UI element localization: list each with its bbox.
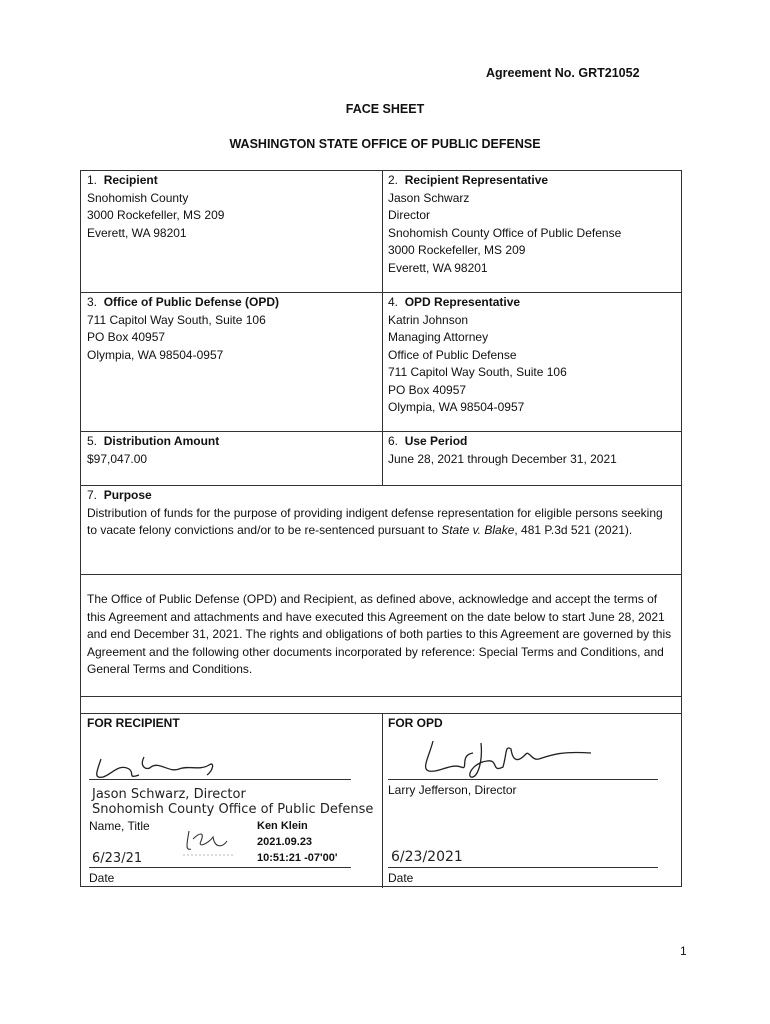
office-title: WASHINGTON STATE OFFICE OF PUBLIC DEFENSE <box>229 137 541 151</box>
recipient-signer-name: Jason Schwarz, Director <box>92 787 246 802</box>
opd-date-label: Date <box>388 871 414 885</box>
case-name: State v. Blake <box>441 523 515 537</box>
recipient-representative-heading: Recipient Representative <box>404 173 549 187</box>
name-title-label: Name, Title <box>89 819 150 833</box>
recipient-handwritten-signature <box>89 749 229 783</box>
digital-signature-mark <box>179 823 239 859</box>
opd-signer-name: Larry Jefferson, Director <box>388 783 517 797</box>
digital-date: 2021.09.23 <box>257 836 313 848</box>
recipient-signature-block <box>87 715 377 733</box>
face-sheet-title: FACE SHEET <box>345 102 425 116</box>
purpose-text: Distribution of funds for the purpose of providing indigent defense representation for eligible persons seeking to vacate felony convictions and/or to be re-sentenced pursuant to State v. Blake, 481 P.3d 521 (2021). <box>87 505 663 537</box>
agreement-number: Agreement No. GRT21052 <box>486 66 640 80</box>
distribution-heading: Distribution Amount <box>103 434 220 448</box>
opd-representative-cell: 4. OPD Representative Katrin Johnson Managing Attorney Office of Public Defense 711 Capitol Way South, Suite 106 PO Box 40957 Olympia, WA 98504-0957 <box>388 295 567 414</box>
digital-time: 10:51:21 -07'00' <box>257 852 338 864</box>
distribution-amount: $97,047.00 <box>87 451 148 466</box>
use-period-cell: 6. Use Period June 28, 2021 through December 31, 2021 <box>388 433 678 468</box>
face-sheet-table <box>80 170 682 887</box>
purpose-heading: Purpose <box>103 488 152 502</box>
opd-heading: Office of Public Defense (OPD) <box>103 295 280 309</box>
opd-signature-block <box>388 715 678 733</box>
recipient-date-label: Date <box>89 871 115 885</box>
for-recipient-heading: FOR RECIPIENT <box>87 716 180 730</box>
distribution-amount-cell: 5. Distribution Amount $97,047.00 <box>87 433 377 468</box>
page-number: 1 <box>680 944 687 958</box>
recipient-date-value: 6/23/21 <box>92 851 143 866</box>
recipient-heading: Recipient <box>103 173 158 187</box>
recipient-representative-cell: 2. Recipient Representative Jason Schwarz Director Snohomish County Office of Public Defense 3000 Rockefeller, MS 209 Everett, WA 98201 <box>388 173 622 275</box>
use-period-value: June 28, 2021 through December 31, 2021 <box>388 451 617 466</box>
acknowledgement-text: The Office of Public Defense (OPD) and Recipient, as defined above, acknowledge and accept the terms of this Agreement and attachments and have executed this Agreement on the date below to start June 28, 2021 and end December 31, 2021. The rights and obligations of both parties to this Agreement are governed by this Agreement and the following other documents incorporated by reference: Special Terms and Conditions, and General Terms and Conditions. <box>87 592 672 676</box>
recipient-cell: 1. Recipient Snohomish County 3000 Rockefeller, MS 209 Everett, WA 98201 <box>87 173 225 240</box>
opd-handwritten-signature <box>411 733 601 783</box>
opd-date-value: 6/23/2021 <box>391 849 463 865</box>
digital-signature-details <box>257 818 337 866</box>
opd-representative-heading: OPD Representative <box>404 295 521 309</box>
for-opd-heading: FOR OPD <box>388 716 443 730</box>
use-period-heading: Use Period <box>404 434 468 448</box>
opd-cell: 3. Office of Public Defense (OPD) 711 Capitol Way South, Suite 106 PO Box 40957 Olympia, WA 98504-0957 <box>87 295 280 362</box>
purpose-cell: 7. Purpose Distribution of funds for the purpose of providing indigent defense representation for eligible persons seeking to vacate felony convictions and/or to be re-sentenced pursuant to State v. Blake, 481 P.3d 521 (2021). <box>87 487 673 540</box>
recipient-signer-org: Snohomish County Office of Public Defense <box>92 802 374 817</box>
digital-signer: Ken Klein <box>257 820 308 832</box>
